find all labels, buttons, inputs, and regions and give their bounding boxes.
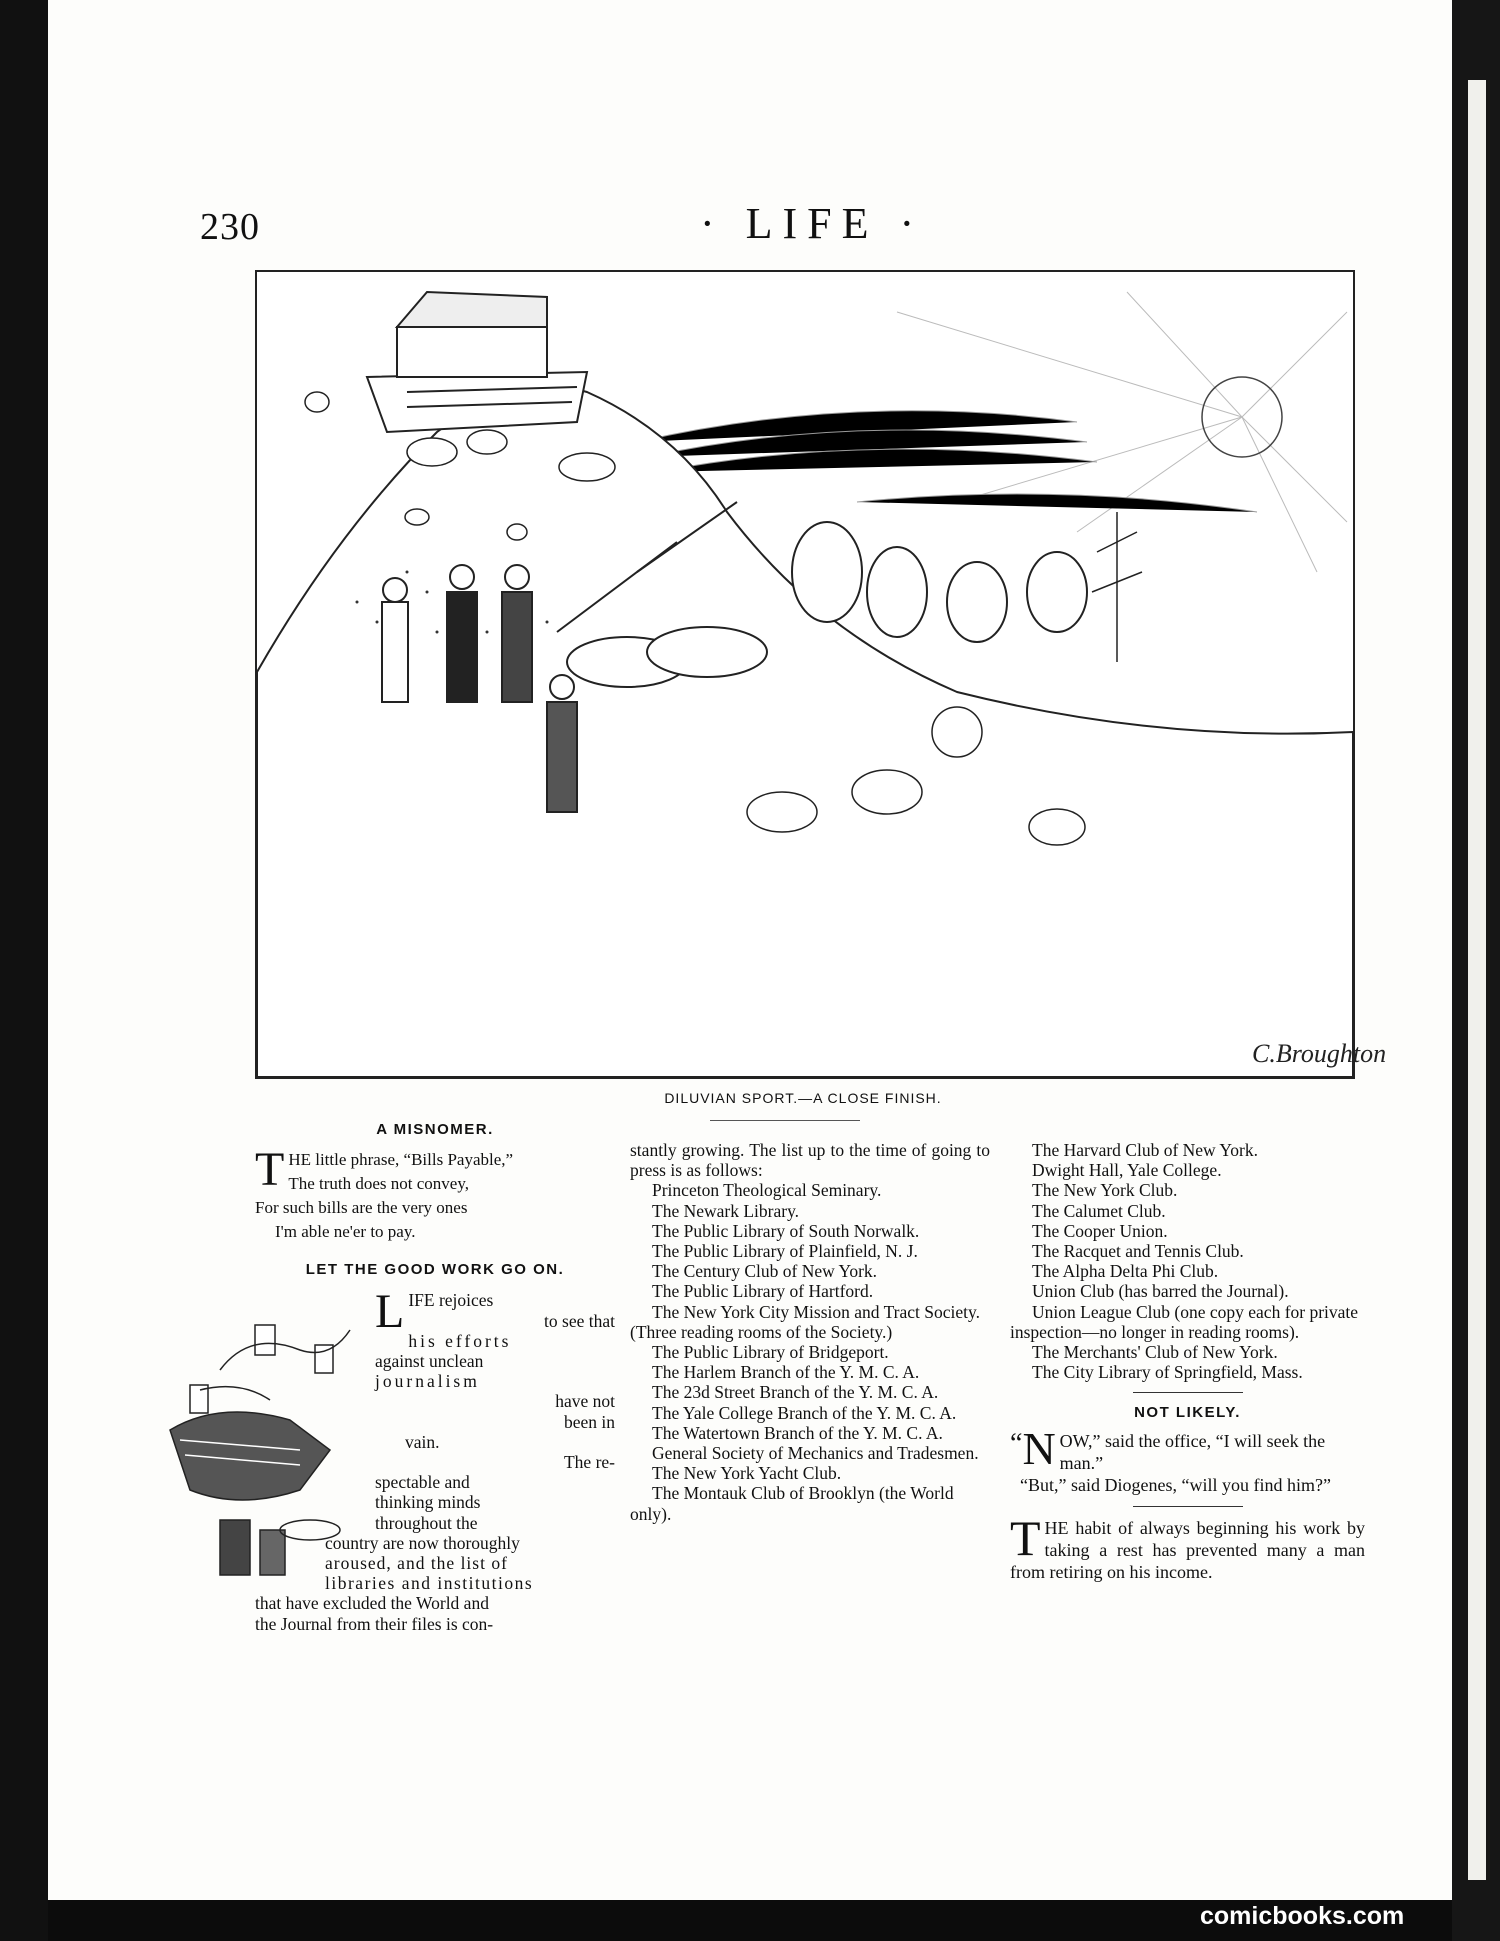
article-line: against unclean — [375, 1351, 484, 1372]
institution-list-part-1 — [630, 1180, 990, 1523]
list-item: The Cooper Union. — [1032, 1220, 1168, 1241]
illustration-caption: DILUVIAN SPORT.—A CLOSE FINISH. — [664, 1090, 942, 1106]
artist-signature: C.Broughton — [1252, 1039, 1387, 1068]
trees — [1092, 512, 1142, 662]
not-likely-line2: “But,” said Diogenes, “will you find him?” — [1020, 1474, 1331, 1495]
column-left — [255, 1120, 615, 1634]
article-line: that have excluded the World and — [255, 1593, 489, 1614]
article-line: The re- — [563, 1452, 615, 1473]
cartoon-illustration — [255, 270, 1387, 1079]
list-item: The Montauk Club of Brooklyn (the World only). — [630, 1483, 954, 1524]
noahs-ark — [367, 292, 587, 432]
list-item: The Public Library of Bridgeport. — [652, 1342, 889, 1363]
article-line: journalism — [375, 1371, 480, 1392]
list-item: The Alpha Delta Phi Club. — [1032, 1261, 1219, 1282]
good-work-article — [255, 1285, 615, 1634]
list-item: The Racquet and Tennis Club. — [1032, 1241, 1244, 1262]
article-line: to see that — [544, 1310, 615, 1331]
article-line: spectable and — [375, 1472, 470, 1493]
poem-line: HE little phrase, “Bills Payable,” — [288, 1150, 514, 1170]
list-item: The Harvard Club of New York. — [1032, 1140, 1259, 1160]
article-line: aroused, and the list of — [325, 1553, 508, 1574]
list-item: Union League Club (one copy each for private inspection—no longer in reading rooms). — [1010, 1301, 1359, 1342]
article-line: libraries and institutions — [325, 1573, 534, 1594]
list-item: The Yale College Branch of the Y. M. C. A. — [652, 1402, 957, 1423]
list-item: Union Club (has barred the Journal). — [1032, 1281, 1289, 1302]
habit-paragraph — [1010, 1509, 1365, 1583]
section-rule — [1133, 1506, 1243, 1507]
poem-line: I'm able ne'er to pay. — [275, 1222, 416, 1242]
list-item: The Calumet Club. — [1032, 1200, 1166, 1221]
misnomer-poem — [255, 1143, 615, 1244]
scan-border-left — [0, 0, 48, 1941]
misnomer-heading: A MISNOMER. — [376, 1121, 494, 1138]
article-line: country are now thoroughly — [325, 1532, 520, 1553]
article-line: been in — [563, 1411, 615, 1432]
list-item: The Newark Library. — [652, 1200, 800, 1221]
column-right — [1010, 1140, 1365, 1583]
column-middle — [630, 1140, 990, 1524]
page-number: 230 — [200, 206, 260, 248]
list-item: The City Library of Springfield, Mass. — [1032, 1362, 1303, 1383]
poem-line: For such bills are the very ones — [255, 1198, 468, 1218]
list-item: The New York City Mission and Tract Society. (Three reading rooms of the Society.) — [630, 1301, 980, 1342]
cartoon-drawing — [257, 272, 1387, 1077]
list-item: The Public Library of Plainfield, N. J. — [652, 1241, 918, 1262]
masthead-title: · LIFE · — [700, 199, 925, 248]
good-work-text — [375, 1285, 615, 1533]
not-likely-text — [1010, 1422, 1365, 1496]
article-line: his efforts — [408, 1330, 512, 1351]
misnomer-dropcap: T — [255, 1143, 285, 1197]
caption-rule — [710, 1120, 860, 1121]
list-item: The New York Yacht Club. — [652, 1463, 842, 1484]
good-work-continuation: stantly growing. The list up to the time of going to press is as follows: — [630, 1140, 990, 1181]
adjacent-page-edge — [1468, 80, 1486, 1880]
not-likely-line1: OW,” said the office, “I will seek the man.” — [1059, 1430, 1326, 1473]
list-item: The Harlem Branch of the Y. M. C. A. — [652, 1362, 920, 1383]
list-item: Dwight Hall, Yale College. — [1032, 1160, 1222, 1181]
list-item: The 23d Street Branch of the Y. M. C. A. — [652, 1382, 939, 1403]
list-item: General Society of Mechanics and Tradesmen. — [652, 1443, 979, 1464]
not-likely-dropcap: N — [1022, 1422, 1056, 1474]
article-line: the Journal from their files is con- — [255, 1613, 494, 1634]
article-line: IFE rejoices — [408, 1290, 494, 1311]
good-work-dropcap: L — [375, 1285, 405, 1339]
poem-line: The truth does not convey, — [288, 1174, 469, 1194]
list-item: The New York Club. — [1032, 1180, 1178, 1201]
article-line: have not — [555, 1391, 615, 1412]
habit-dropcap: T — [1010, 1509, 1041, 1566]
list-item: The Public Library of South Norwalk. — [652, 1220, 920, 1241]
article-line: vain. — [405, 1431, 440, 1452]
article-line: throughout the — [375, 1512, 478, 1533]
institution-list-part-2 — [1010, 1140, 1365, 1382]
burning-newspapers-drawing — [160, 1290, 370, 1620]
list-item: Princeton Theological Seminary. — [652, 1180, 882, 1201]
watermark: comicbooks.com — [1200, 1902, 1405, 1930]
article-line: thinking minds — [375, 1492, 481, 1513]
ark-hill — [257, 387, 1353, 1077]
open-quote: “ — [1010, 1427, 1023, 1459]
good-work-heading: LET THE GOOD WORK GO ON. — [305, 1261, 565, 1279]
not-likely-heading: NOT LIKELY. — [1134, 1404, 1241, 1422]
list-item: The Century Club of New York. — [652, 1261, 878, 1282]
list-item: The Watertown Branch of the Y. M. C. A. — [652, 1422, 943, 1443]
list-item: The Merchants' Club of New York. — [1032, 1342, 1278, 1363]
list-item: The Public Library of Hartford. — [652, 1281, 874, 1302]
section-rule — [1133, 1392, 1243, 1393]
habit-text: HE habit of always beginning his work by taking a rest has prevented many a man from retiring on his income. — [1010, 1517, 1365, 1582]
